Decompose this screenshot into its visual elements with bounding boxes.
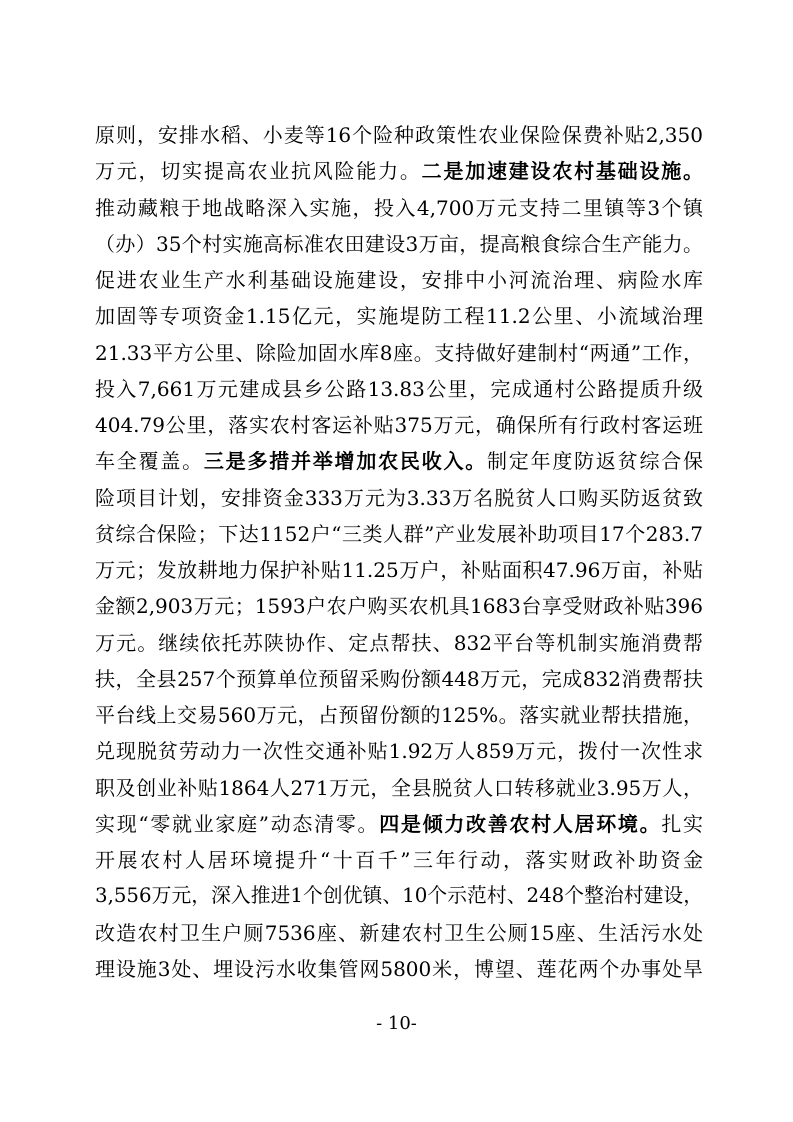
text-segment: 贫综合保险；下达1152户“三类人群”产业发展补助项目17个283.7 — [95, 521, 703, 546]
bold-heading-segment: 三是多措并举增加农民收入。 — [203, 449, 488, 474]
text-segment: 3,556万元，深入推进1个创优镇、10个示范村、248个整治村建设， — [95, 884, 703, 908]
text-line — [95, 770, 703, 806]
text-line — [95, 407, 703, 443]
text-line — [95, 588, 703, 624]
text-segment: 改造农村卫生户厕7536座、新建农村卫生公厕15座、生活污水处 — [95, 920, 703, 945]
text-line — [95, 371, 703, 407]
text-line — [95, 153, 703, 189]
text-line — [95, 335, 703, 371]
text-line — [95, 842, 703, 878]
text-line — [95, 226, 703, 262]
text-segment: 兑现脱贫劳动力一次性交通补贴1.92万人859万元，拨付一次性求 — [95, 739, 703, 764]
text-segment: 金额2,903万元；1593户农户购买农机具1683台享受财政补贴396 — [95, 594, 703, 619]
text-segment: 实现“零就业家庭”动态清零。 — [95, 811, 380, 836]
text-line — [95, 298, 703, 334]
text-line — [95, 480, 703, 516]
text-segment: 万元，切实提高农业抗风险能力。 — [95, 159, 422, 184]
text-line — [95, 516, 703, 552]
bold-heading-segment: 二是加速建设农村基础设施。 — [421, 159, 704, 184]
page-number: - 10- — [376, 1013, 417, 1034]
text-line — [95, 806, 703, 842]
text-line — [95, 733, 703, 769]
text-segment: 职及创业补贴1864人271万元，全县脱贫人口转移就业3.95万人， — [95, 775, 703, 800]
text-segment: 万元；发放耕地力保护补贴11.25万户，补贴面积47.96万亩，补贴 — [95, 558, 703, 582]
text-segment: 404.79公里，落实农村客运补贴375万元，确保所有行政村客运班 — [95, 413, 703, 437]
text-segment: 加固等专项资金1.15亿元，实施堤防工程11.2公里、小流域治理 — [95, 304, 703, 329]
text-segment: （办）35个村实施高标准农田建设3万亩，提高粮食综合生产能力。 — [95, 231, 703, 256]
text-segment: 原则，安排水稻、小麦等16个险种政策性农业保险保费补贴2,350 — [95, 123, 703, 147]
text-segment: 推动藏粮于地战略深入实施，投入4,700万元支持二里镇等3个镇 — [95, 195, 703, 220]
text-line — [95, 878, 703, 914]
text-line — [95, 552, 703, 588]
text-line — [95, 117, 703, 153]
text-segment: 万元。继续依托苏陕协作、定点帮扶、832平台等机制实施消费帮 — [95, 630, 703, 655]
text-line — [95, 661, 703, 697]
text-segment: 21.33平方公里、除险加固水库8座。支持做好建制村“两通”工作， — [95, 340, 703, 365]
text-segment: 扎实 — [661, 811, 704, 836]
text-line — [95, 697, 703, 733]
text-segment: 理设施3处、埋设污水收集管网5800米，博望、莲花两个办事处旱 — [95, 956, 703, 981]
text-segment: 平台线上交易560万元，占预留份额的125%。落实就业帮扶措施， — [95, 703, 703, 727]
text-segment: 制定年度防返贫综合保 — [487, 449, 704, 474]
text-line — [95, 190, 703, 226]
text-line — [95, 443, 703, 479]
text-segment: 促进农业生产水利基础设施建设，安排中小河流治理、病险水库 — [95, 268, 703, 292]
text-line — [95, 915, 703, 951]
body-text — [95, 117, 703, 987]
text-line — [95, 262, 703, 298]
text-segment: 险项目计划，安排资金333万元为3.33万名脱贫人口购买防返贫致 — [95, 485, 703, 510]
text-segment: 车全覆盖。 — [95, 449, 204, 474]
text-segment: 开展农村人居环境提升“十百千”三年行动，落实财政补助资金 — [95, 848, 703, 872]
bold-heading-segment: 四是倾力改善农村人居环境。 — [379, 811, 662, 836]
text-line — [95, 625, 703, 661]
text-line — [95, 951, 703, 987]
text-segment: 投入7,661万元建成县乡公路13.83公里，完成通村公路提质升级 — [95, 376, 703, 401]
text-segment: 扶，全县257个预算单位预留采购份额448万元，完成832消费帮扶 — [95, 666, 703, 691]
